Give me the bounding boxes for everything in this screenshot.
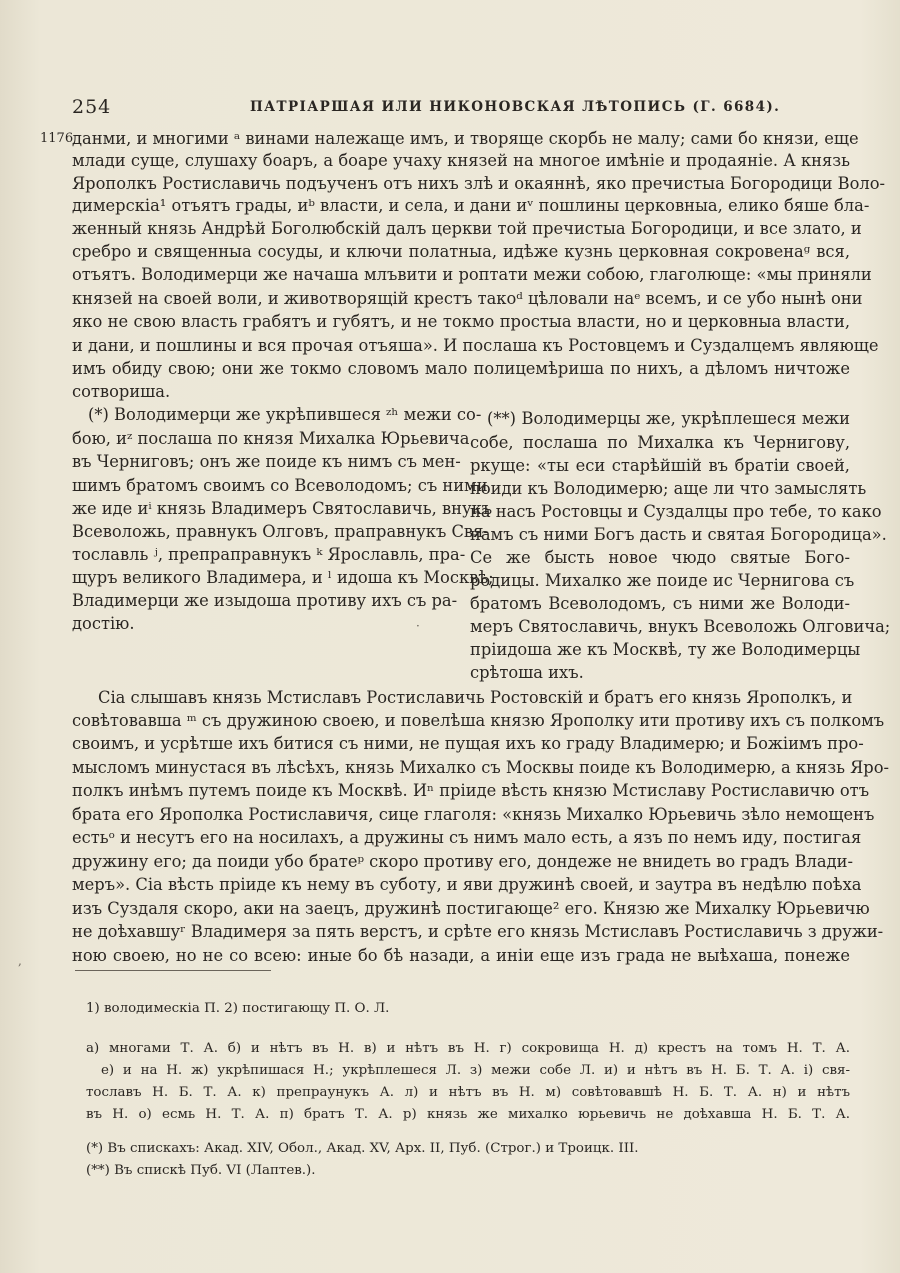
text-line: въ Черниговъ; онъ же поиде къ нимъ съ мен- — [72, 452, 461, 471]
text-line: брата его Ярополка Ростиславичя, сице глаголя: «князь Михалко Юрьевичь зѣло немощенъ — [72, 805, 875, 824]
text-line: Сіа слышавъ князь Мстиславъ Ростиславичь Ростовскій и братъ его князь Ярополкъ, и — [98, 688, 853, 707]
footnote-line: а) многами Т. А. б) и нѣтъ въ Н. в) и нѣтъ въ Н. г) сокровища Н. д) крестъ на томъ Н. Т. А. — [86, 1041, 850, 1056]
running-title: ПАТРІАРШАЯ ИЛИ НИКОНОВСКАЯ ЛѢТОПИСЬ (Г. 6684). — [250, 99, 781, 115]
text-line: князей на своей воли, и животворящій крестъ такоᵈ цѣловали наᵉ всемъ, и се убо нынѣ они — [72, 289, 863, 308]
text-line: дружину его; да поиди убо братеᵖ скоро противу его, дондеже не внидеть во градъ Влади- — [72, 852, 853, 871]
text-line: шимъ братомъ своимъ со Всеволодомъ; съ ними — [72, 476, 488, 495]
text-line: полкъ инѣмъ путемъ поиде къ Москвѣ. Иⁿ пріиде вѣсть князю Мстиславу Ростиславичю отъ — [72, 781, 870, 800]
source-note: (*) Въ спискахъ: Акад. XIV, Обол., Акад. XV, Арх. II, Пуб. (Строг.) и Троицк. III. — [86, 1141, 639, 1156]
text-line: женный князь Андрѣй Боголюбскій далъ церкви той пречистыа Богородици, и все злато, и — [72, 219, 862, 238]
text-line: Ярополкъ Ростиславичь подъученъ отъ нихъ злѣ и окаяннѣ, яко пречистыа Богородици Воло- — [72, 174, 886, 193]
text-line: меръ Святославичь, внукъ Всеволожь Олговича; — [470, 617, 891, 636]
page-number: 254 — [72, 96, 112, 118]
footnote-line: е) и на Н. ж) укрѣпишася Н.; укрѣплешеся Л. з) межи собе Л. и) и нѣтъ въ Н. Б. Т. А. і) свя- — [101, 1063, 850, 1078]
text-line: отъятъ. Володимерци же начаша млъвити и роптати межи собою, глаголюще: «мы приняли — [72, 265, 872, 284]
text-line: бою, иᶻ послаша по князя Михалка Юрьевича — [72, 429, 470, 448]
text-line: изъ Суздаля скоро, аки на заецъ, дружинѣ постигающе² его. Князю же Михалку Юрьевичю — [72, 899, 870, 918]
text-line: щуръ великого Владимера, и ˡ идоша къ Москвѣ; — [72, 568, 494, 587]
text-line: родицы. Михалко же поиде ис Чернигова съ — [470, 571, 855, 590]
footnote-numeric: 1) володимескіа П. 2) постигающу П. О. Л. — [86, 1001, 390, 1016]
text-line: данми, и многими ᵃ винами належаще имъ, и творяще скорбь не малу; сами бо князи, еще — [72, 129, 859, 148]
print-mark: · — [416, 619, 420, 633]
text-line: пріидоша же къ Москвѣ, ту же Володимерцы — [470, 640, 861, 659]
print-mark: , — [18, 954, 22, 968]
text-line: димерскіа¹ отъятъ грады, иᵇ власти, и села, и дани иᵛ пошлины церковныа, елико бяше бла- — [72, 196, 870, 215]
text-line: братомъ Всеволодомъ, съ ними же Володи- — [470, 594, 850, 613]
text-line: Се же бысть новое чюдо святые Бого- — [470, 548, 850, 567]
text-line: совѣтовавша ᵐ съ дружиною своею, и повелѣша князю Ярополку ити противу ихъ съ полкомъ — [72, 711, 885, 730]
text-line: сотвориша. — [72, 382, 171, 401]
text-line: естьᵒ и несутъ его на носилахъ, а дружины съ нимъ мало есть, а язъ по немъ иду, постигая — [72, 828, 862, 847]
text-line: ркуще: «ты еси старѣйшій въ братіи своей, — [470, 456, 850, 475]
text-line: тославль ʲ, препраправнукъ ᵏ Ярославль, пра- — [72, 545, 466, 564]
text-line: не доѣхавшуʳ Владимеря за пять верстъ, и срѣте его князь Мстиславъ Ростиславичь з дружи- — [72, 922, 884, 941]
text-line: срѣтоша ихъ. — [470, 663, 584, 682]
text-line: Всеволожь, правнукъ Олговъ, праправнукъ Свя- — [72, 522, 489, 541]
text-line: же иде иⁱ князь Владимеръ Святославичь, внукъ — [72, 499, 493, 518]
text-line: (*) Володимерци же укрѣпившеся ᶻʰ межи со- — [88, 405, 482, 424]
text-line: поиди къ Володимерю; аще ли что замыслять — [470, 479, 867, 498]
footnote-line: въ Н. о) есмь Н. Т. А. п) братъ Т. А. р) князь же михалко юрьевичь не доѣхавша Н. Б. Т. А. — [86, 1107, 850, 1122]
text-line: Владимерци же изыдоша противу ихъ съ ра- — [72, 591, 458, 610]
text-line: и дани, и пошлины и вся прочая отъяша». И послаша къ Ростовцемъ и Суздалцемъ являюще — [72, 336, 879, 355]
margin-year: 1176 — [40, 131, 74, 146]
text-line: намъ съ ними Богъ дасть и святая Богородица». — [470, 525, 887, 544]
text-line: сребро и священныа сосуды, и ключи полатныа, идѣже кузнь церковная сокровенаᵍ вся, — [72, 242, 850, 261]
text-line: собе, послаша по Михалка къ Чернигову, — [470, 433, 850, 452]
text-line: меръ». Сіа вѣсть пріиде къ нему въ суботу, и яви дружинѣ своей, и заутра въ недѣлю поѣха — [72, 875, 862, 894]
text-line: на насъ Ростовцы и Суздалцы про тебе, то како — [470, 502, 882, 521]
text-line: яко не свою власть грабятъ и губятъ, и не токмо простыа власти, но и церковныа власти, — [72, 312, 850, 331]
text-line: ною своею, но не со всею: иные бо бѣ назади, а иніи еще изъ града не выѣхаша, понеже — [72, 946, 850, 965]
text-line: млади суще, слушаху боаръ, а боаре учаху князей на многое имѣніе и продаяніе. А князь — [72, 151, 850, 170]
source-note: (**) Въ спискѣ Пуб. VI (Лаптев.). — [86, 1163, 316, 1178]
footnote-line: тославъ Н. Б. Т. А. к) препраунукъ А. л) и нѣтъ въ Н. м) совѣтовавшѣ Н. Б. Т. А. н) и нѣтъ — [86, 1085, 850, 1100]
footnote-divider — [75, 970, 271, 971]
text-line: имъ обиду свою; они же токмо словомъ мало полицемѣриша по нихъ, а дѣломъ ничтоже — [72, 359, 850, 378]
text-line: (**) Володимерцы же, укрѣплешеся межи — [487, 409, 850, 428]
text-line: достію. — [72, 614, 135, 633]
text-line: мысломъ минустася въ лѣсѣхъ, князь Михалко съ Москвы поиде къ Володимерю, а князь Яро- — [72, 758, 890, 777]
text-line: своимъ, и усрѣтше ихъ битися съ ними, не пущая ихъ ко граду Владимерю; и Божіимъ про- — [72, 734, 864, 753]
page-header — [72, 96, 852, 124]
